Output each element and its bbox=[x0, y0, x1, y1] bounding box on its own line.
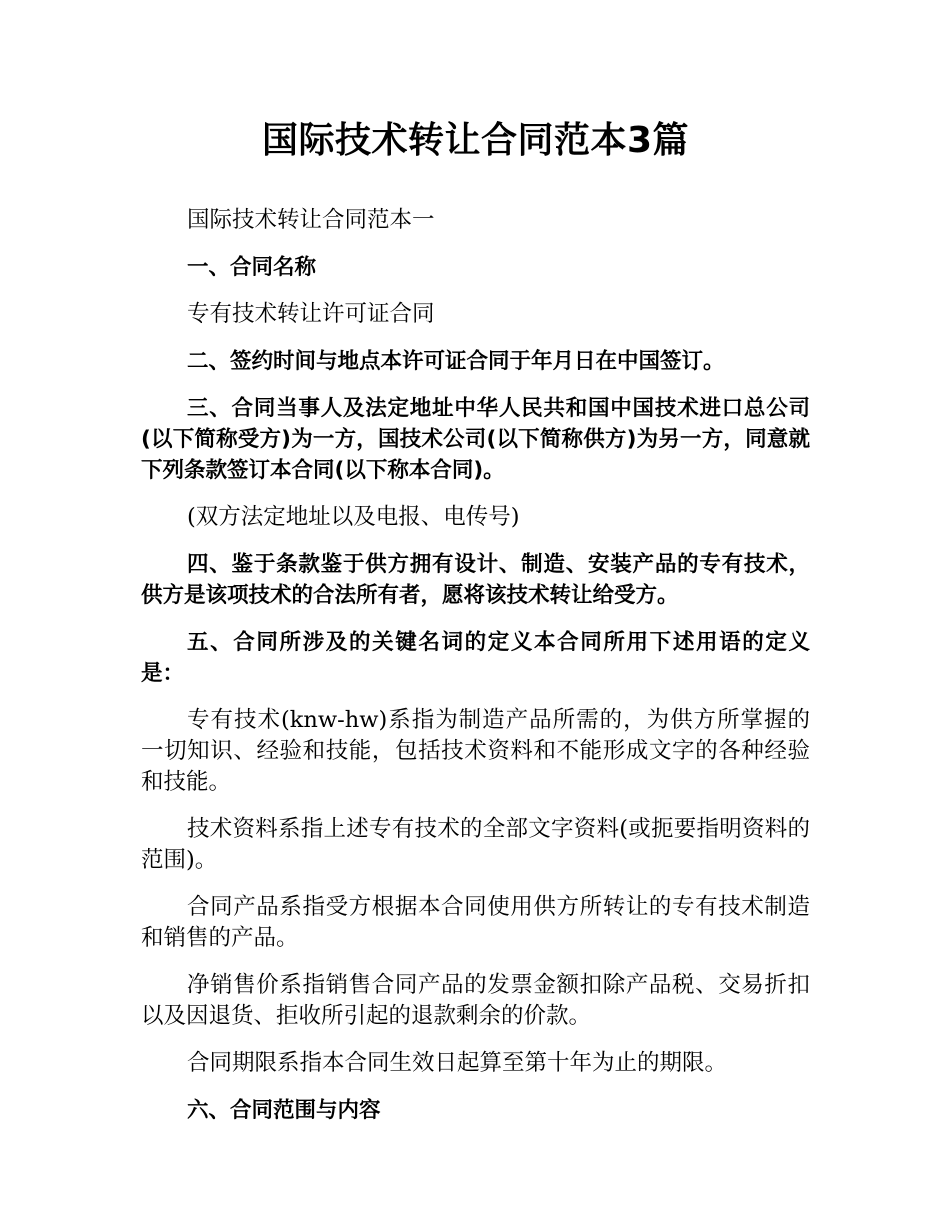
paragraph-contract-type: 专有技术转让许可证合同 bbox=[187, 301, 435, 327]
document-body bbox=[141, 205, 810, 1126]
heading-scope-and-content: 六、合同范围与内容 bbox=[187, 1098, 381, 1123]
paragraph-definition-net-sales-price: 净销售价系指销售合同产品的发票金额扣除产品税、交易折扣以及因退货、拒收所引起的退款剩余的价款。 bbox=[141, 972, 810, 1029]
paragraph-definition-know-how: 专有技术(knw-hw)系指为制造产品所需的，为供方所掌握的一切知识、经验和技能，包括技术资料和不能形成文字的各种经验和技能。 bbox=[141, 707, 810, 795]
paragraph-definition-contract-product: 合同产品系指受方根据本合同使用供方所转让的专有技术制造和销售的产品。 bbox=[141, 894, 810, 951]
paragraph-contract-sample-one: 国际技术转让合同范本一 bbox=[187, 207, 435, 233]
heading-definitions: 五、合同所涉及的关键名词的定义本合同所用下述用语的定义是： bbox=[141, 630, 810, 686]
heading-parties-addresses: 三、合同当事人及法定地址中华人民共和国中国技术进口总公司(以下简称受方)为一方，国技术公司(以下简称供方)为另一方，同意就下列条款签订本合同(以下称本合同)。 bbox=[141, 396, 810, 483]
paragraph-legal-addresses-note: (双方法定地址以及电报、电传号) bbox=[187, 504, 520, 530]
paragraph-definition-contract-term: 合同期限系指本合同生效日起算至第十年为止的期限。 bbox=[187, 1050, 728, 1076]
document-title: 国际技术转让合同范本3篇 bbox=[261, 120, 690, 161]
paragraph-definition-technical-data: 技术资料系指上述专有技术的全部文字资料(或扼要指明资料的范围)。 bbox=[141, 816, 810, 873]
heading-signing-time-place: 二、签约时间与地点本许可证合同于年月日在中国签订。 bbox=[187, 349, 725, 374]
heading-contract-name: 一、合同名称 bbox=[187, 255, 317, 280]
heading-whereas-clause: 四、鉴于条款鉴于供方拥有设计、制造、安装产品的专有技术，供方是该项技术的合法所有者，愿将该技术转让给受方。 bbox=[141, 552, 810, 608]
